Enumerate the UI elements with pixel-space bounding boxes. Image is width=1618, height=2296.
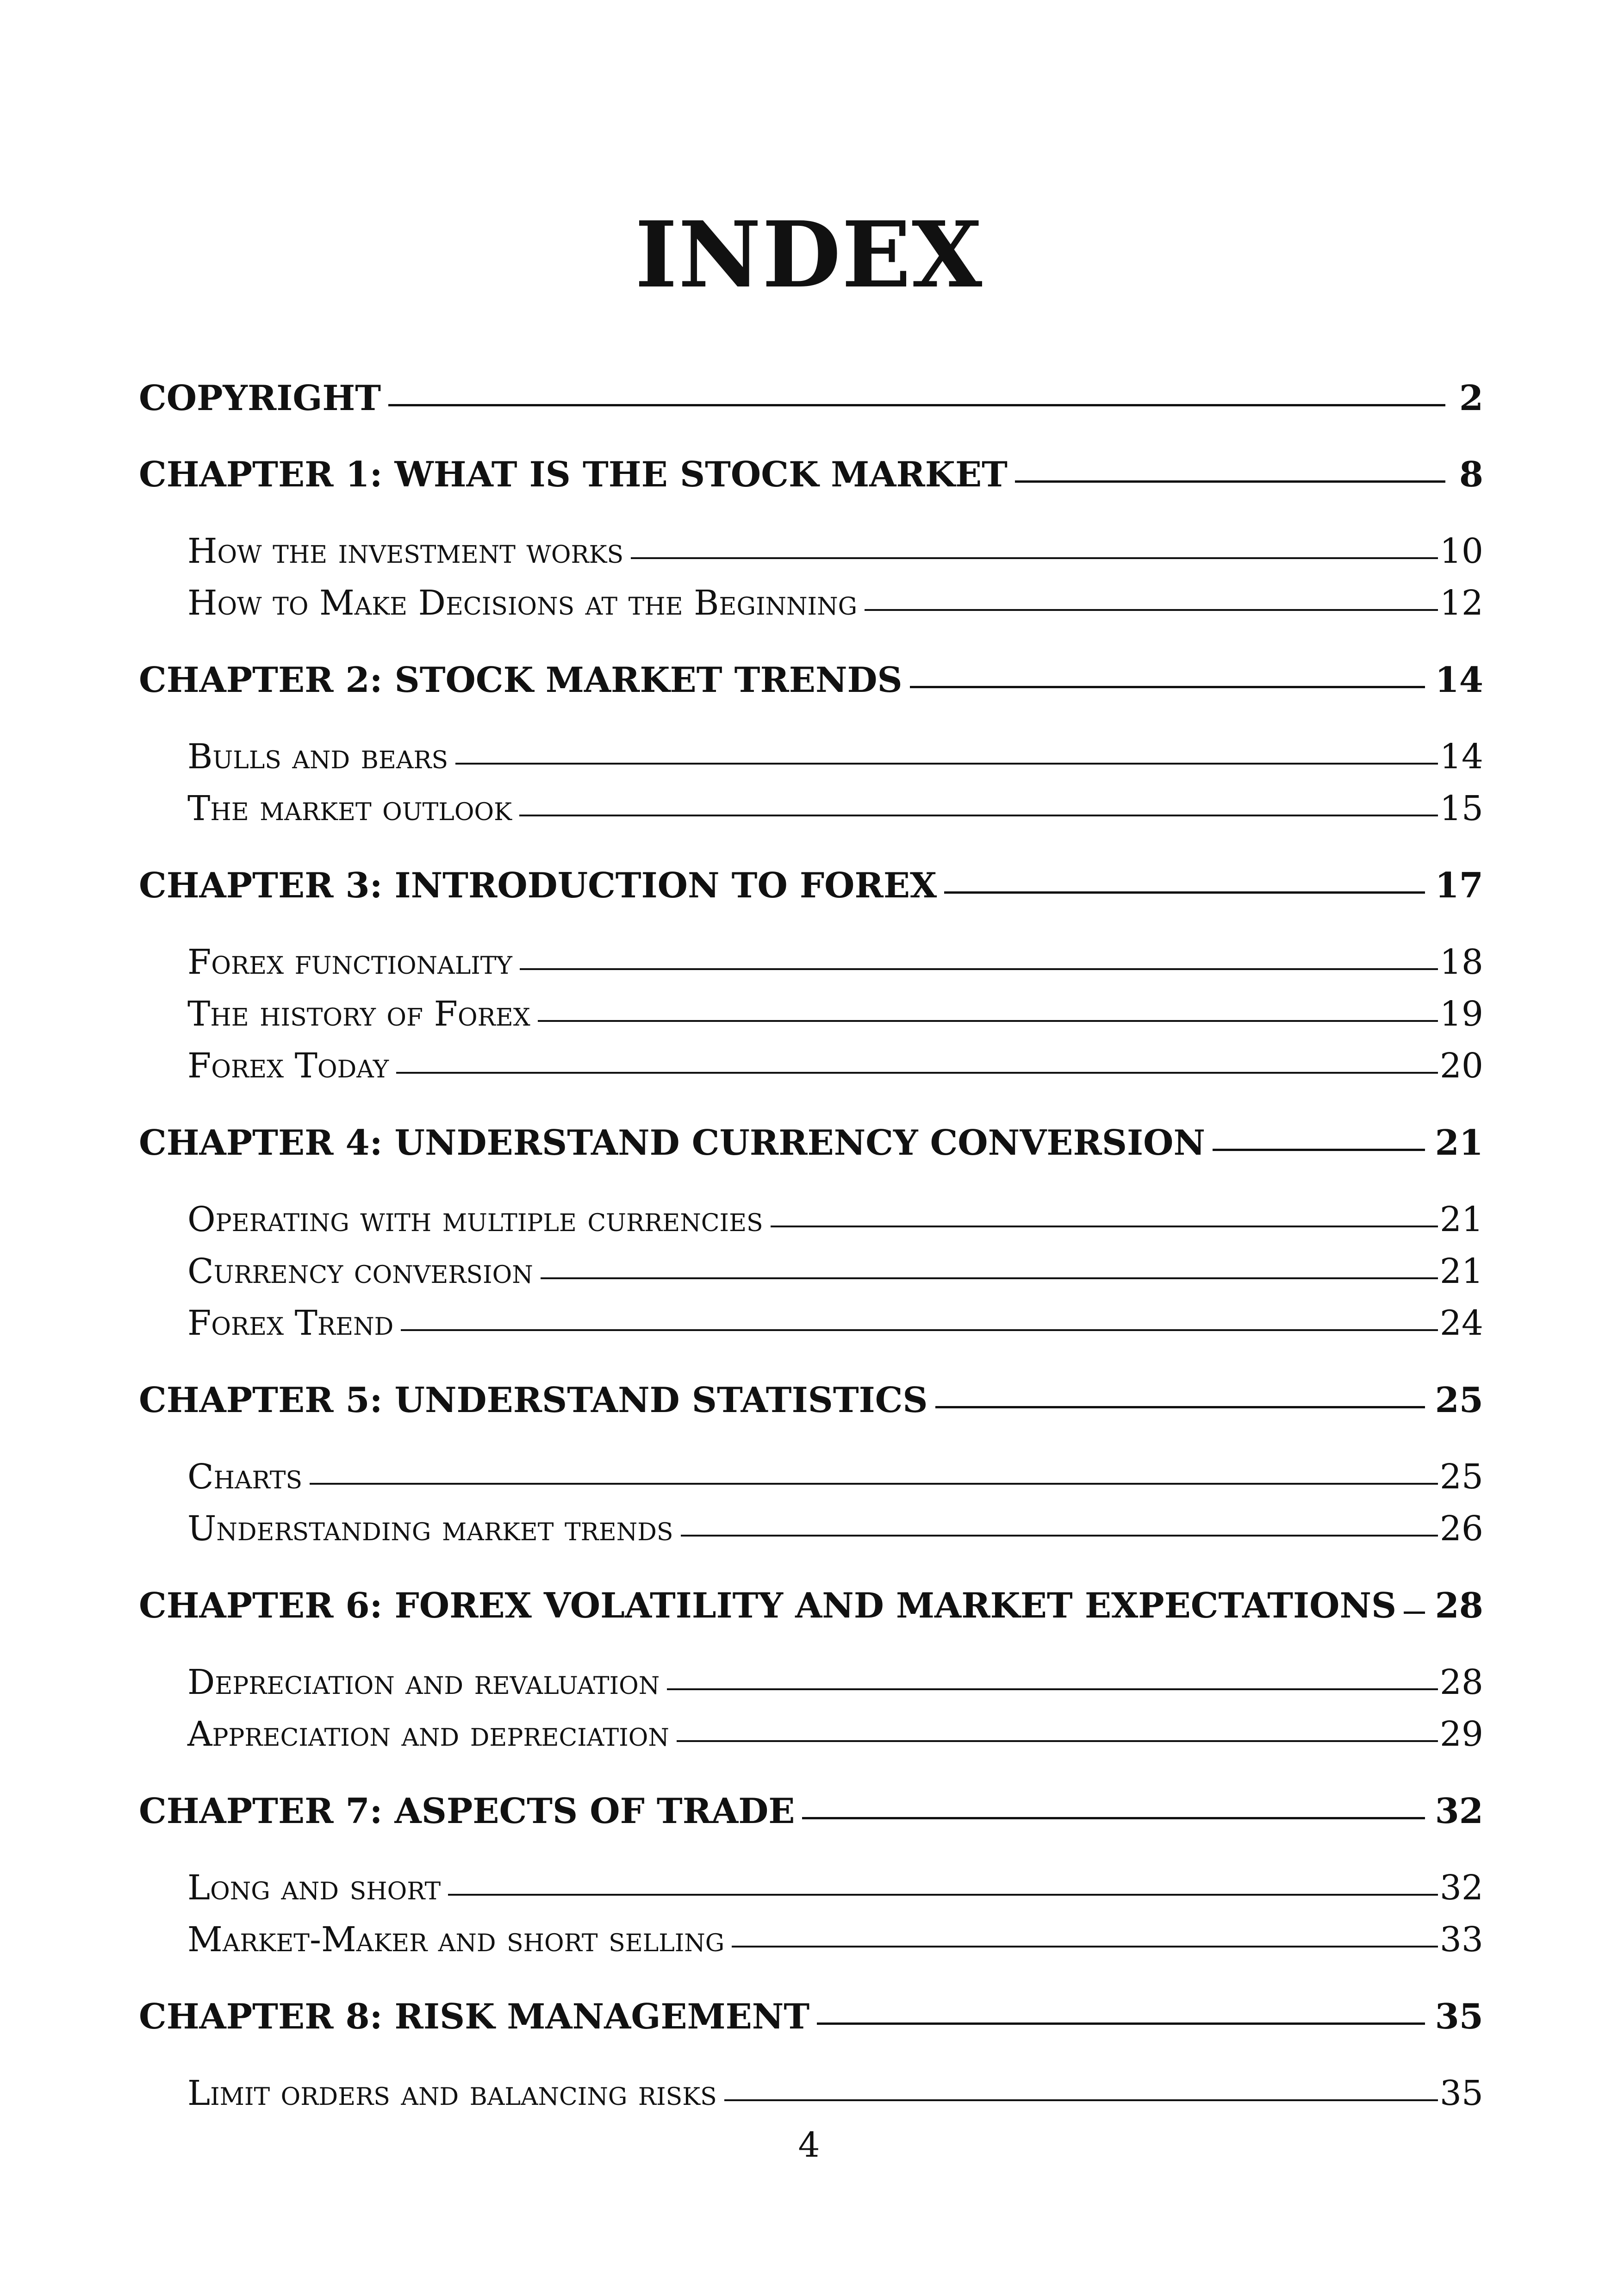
toc-section-entry[interactable]	[187, 1656, 1483, 1708]
toc-entry-title: CHAPTER 2: STOCK MARKET TRENDS	[139, 660, 902, 700]
toc-section-entry[interactable]	[187, 577, 1483, 629]
toc-page-number: 26	[1439, 1509, 1483, 1549]
toc-chapter-entry[interactable]	[139, 449, 1483, 500]
table-of-contents	[139, 373, 1483, 2119]
toc-leader-line	[944, 891, 1425, 894]
toc-leader-line	[520, 968, 1438, 970]
toc-page-number: 14	[1435, 660, 1483, 700]
toc-leader-line	[677, 1740, 1438, 1742]
toc-leader-line	[910, 686, 1425, 688]
toc-leader-line	[724, 2099, 1438, 2101]
toc-entry-title: Forex functionality	[187, 942, 512, 982]
toc-leader-line	[1213, 1149, 1425, 1151]
toc-entry-title: Limit orders and balancing risks	[187, 2073, 717, 2113]
toc-page-number: 2	[1459, 378, 1483, 418]
toc-entry-title: CHAPTER 5: UNDERSTAND STATISTICS	[139, 1380, 928, 1420]
toc-section-entry[interactable]	[187, 2067, 1483, 2119]
toc-leader-line	[667, 1688, 1438, 1690]
toc-chapter-entry[interactable]	[139, 1786, 1483, 1836]
toc-page-number: 21	[1439, 1251, 1483, 1291]
toc-page-number: 20	[1439, 1046, 1483, 1086]
toc-chapter-entry[interactable]	[139, 1991, 1483, 2042]
toc-page-number: 15	[1439, 789, 1483, 828]
toc-chapter-entry[interactable]	[139, 1117, 1483, 1168]
toc-entry-title: Forex Today	[187, 1046, 389, 1086]
toc-entry-title: Long and short	[187, 1868, 441, 1908]
toc-page-number: 21	[1435, 1122, 1483, 1163]
toc-leader-line	[310, 1483, 1438, 1485]
toc-page-number: 18	[1439, 942, 1483, 982]
page-number: 4	[798, 2125, 820, 2165]
toc-leader-line	[1015, 480, 1445, 483]
toc-page-number: 19	[1439, 994, 1483, 1034]
toc-section-entry[interactable]	[187, 1862, 1483, 1914]
toc-page-number: 28	[1435, 1585, 1483, 1626]
toc-leader-line	[401, 1329, 1438, 1331]
toc-page-number: 35	[1439, 2073, 1483, 2113]
toc-entry-title: Charts	[187, 1457, 303, 1497]
toc-chapter-entry[interactable]	[139, 1580, 1483, 1631]
toc-entry-title: The history of Forex	[187, 994, 530, 1034]
toc-leader-line	[448, 1894, 1438, 1896]
toc-page-number: 10	[1439, 531, 1483, 571]
toc-page-number: 33	[1439, 1920, 1483, 1960]
toc-leader-line	[681, 1535, 1438, 1537]
toc-section-entry[interactable]	[187, 525, 1483, 577]
toc-section-entry[interactable]	[187, 1708, 1483, 1760]
toc-entry-title: Appreciation and depreciation	[187, 1714, 669, 1754]
toc-entry-title: How the investment works	[187, 531, 624, 571]
toc-page-number: 28	[1439, 1662, 1483, 1702]
toc-section-entry[interactable]	[187, 1914, 1483, 1966]
toc-entry-title: CHAPTER 1: WHAT IS THE STOCK MARKET	[139, 454, 1008, 495]
toc-entry-title: Depreciation and revaluation	[187, 1662, 660, 1702]
toc-chapter-entry[interactable]	[139, 1375, 1483, 1425]
toc-page-number: 32	[1439, 1868, 1483, 1908]
toc-section-entry[interactable]	[187, 1245, 1483, 1297]
toc-leader-line	[1404, 1612, 1425, 1614]
toc-leader-line	[388, 404, 1445, 406]
toc-entry-title: COPYRIGHT	[139, 378, 381, 418]
toc-section-entry[interactable]	[187, 1040, 1483, 1092]
toc-entry-title: Market-Maker and short selling	[187, 1920, 725, 1960]
toc-page-number: 25	[1435, 1380, 1483, 1420]
toc-page-number: 12	[1439, 583, 1483, 623]
toc-section-entry[interactable]	[187, 783, 1483, 834]
toc-section-entry[interactable]	[187, 1297, 1483, 1349]
toc-leader-line	[455, 763, 1438, 765]
toc-leader-line	[732, 1946, 1438, 1948]
toc-leader-line	[538, 1020, 1438, 1022]
toc-entry-title: CHAPTER 3: INTRODUCTION TO FOREX	[139, 865, 937, 906]
toc-section-entry[interactable]	[187, 1503, 1483, 1555]
toc-leader-line	[519, 815, 1438, 816]
toc-leader-line	[396, 1072, 1438, 1074]
toc-leader-line	[802, 1817, 1425, 1819]
toc-chapter-entry[interactable]	[139, 654, 1483, 705]
toc-entry-title: Currency conversion	[187, 1251, 533, 1291]
toc-page-number: 24	[1439, 1303, 1483, 1343]
toc-leader-line	[541, 1277, 1438, 1279]
toc-page-number: 29	[1439, 1714, 1483, 1754]
toc-page-number: 35	[1435, 1996, 1483, 2037]
toc-section-entry[interactable]	[187, 988, 1483, 1040]
toc-section-entry[interactable]	[187, 1194, 1483, 1245]
toc-entry-title: CHAPTER 7: ASPECTS OF TRADE	[139, 1791, 795, 1831]
toc-entry-title: Forex Trend	[187, 1303, 394, 1343]
toc-page-number: 17	[1435, 865, 1483, 906]
toc-entry-title: CHAPTER 6: FOREX VOLATILITY AND MARKET EXPECTATIONS	[139, 1585, 1397, 1626]
toc-leader-line	[631, 557, 1438, 559]
toc-entry-title: Understanding market trends	[187, 1509, 673, 1549]
toc-leader-line	[865, 609, 1438, 611]
toc-chapter-entry[interactable]	[139, 860, 1483, 911]
toc-section-entry[interactable]	[187, 936, 1483, 988]
toc-entry-title: Operating with multiple currencies	[187, 1200, 763, 1239]
toc-entry-title: CHAPTER 4: UNDERSTAND CURRENCY CONVERSION	[139, 1122, 1206, 1163]
toc-page-number: 14	[1439, 737, 1483, 777]
toc-leader-line	[935, 1406, 1425, 1408]
toc-page-number: 32	[1435, 1791, 1483, 1831]
toc-page-number: 25	[1439, 1457, 1483, 1497]
toc-leader-line	[817, 2022, 1425, 2025]
toc-entry-title: Bulls and bears	[187, 737, 448, 777]
toc-page-number: 8	[1459, 454, 1483, 495]
toc-entry-title: CHAPTER 8: RISK MANAGEMENT	[139, 1996, 810, 2037]
toc-section-entry[interactable]	[187, 1451, 1483, 1503]
toc-entry-title: The market outlook	[187, 789, 512, 828]
toc-entry-title: How to Make Decisions at the Beginning	[187, 583, 858, 623]
toc-leader-line	[771, 1226, 1438, 1227]
toc-section-entry[interactable]	[187, 731, 1483, 783]
toc-chapter-entry[interactable]	[139, 373, 1483, 423]
page-title: INDEX	[635, 202, 983, 309]
toc-page-number: 21	[1439, 1200, 1483, 1239]
